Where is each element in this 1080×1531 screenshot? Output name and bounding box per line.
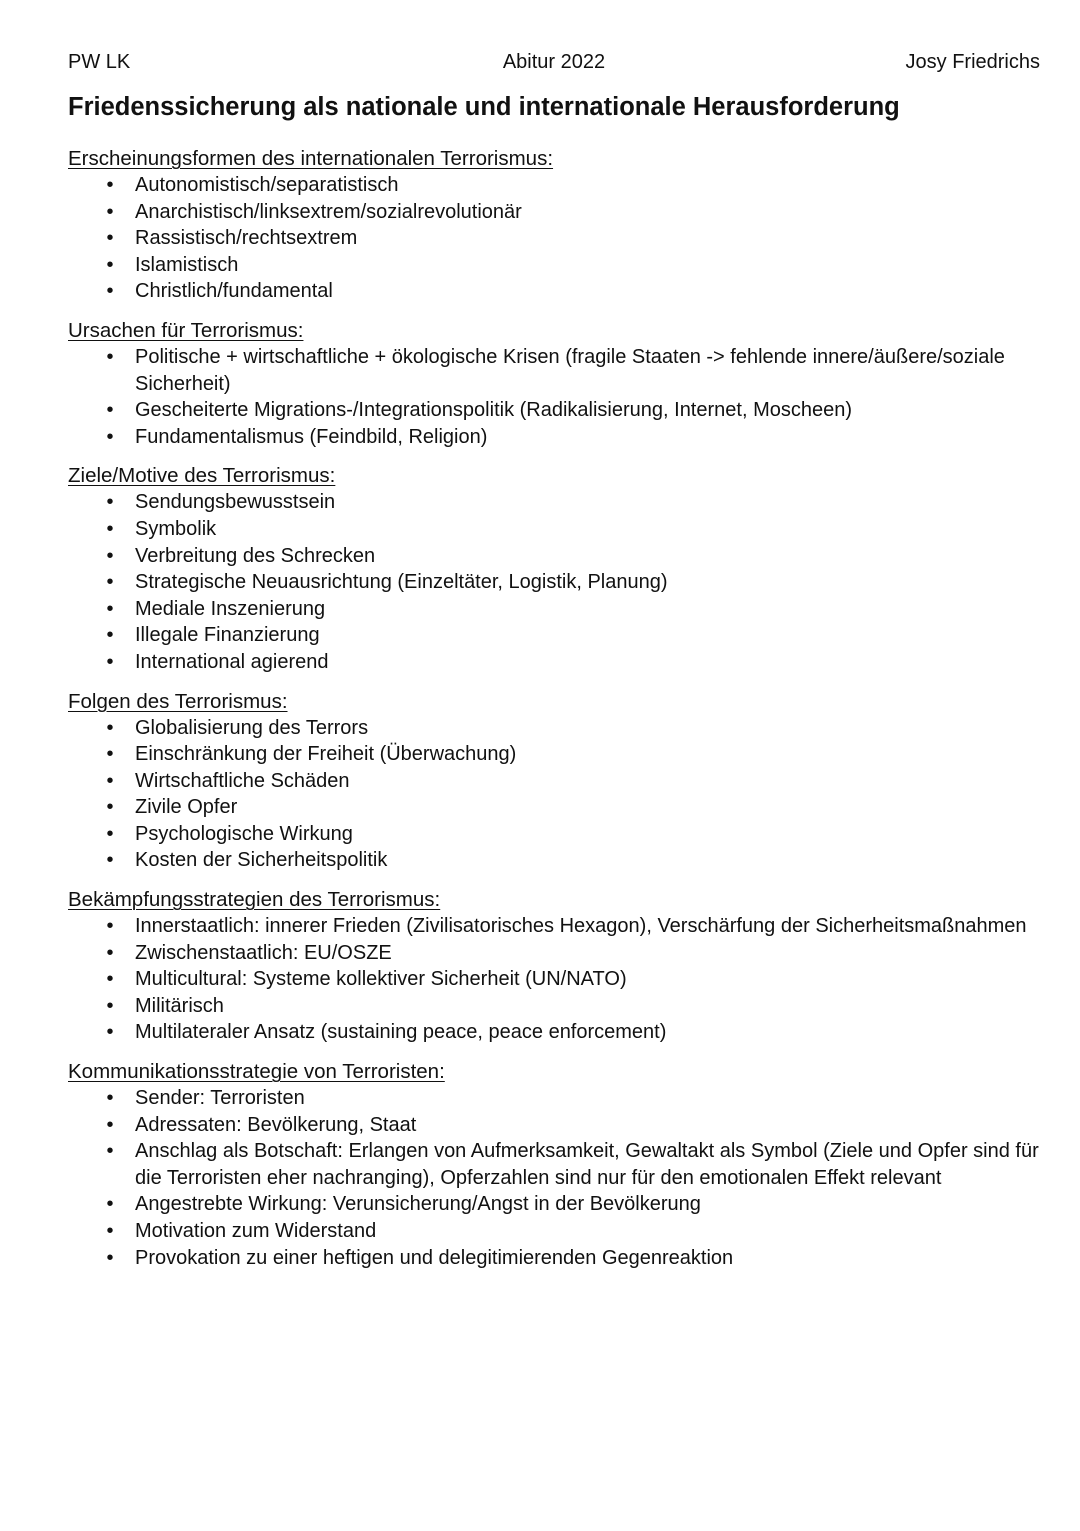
list-item [68, 794, 1040, 821]
section [68, 463, 1040, 675]
bullet-icon: • [106, 1220, 114, 1242]
bullet-icon: • [106, 1246, 114, 1269]
list-item [68, 397, 1040, 424]
list-item-text: Symbolik [135, 517, 217, 540]
bullet-icon: • [106, 253, 114, 276]
section-heading: Ursachen für Terrorismus: [68, 318, 304, 342]
bullet-icon: • [106, 796, 114, 819]
list-item [68, 1019, 1040, 1046]
list-item [68, 225, 1040, 252]
list-item-text: Christlich/fundamental [135, 280, 333, 303]
list-item [68, 741, 1040, 768]
bullet-icon: • [106, 1113, 114, 1136]
list-item-text: Autonomistisch/separatistisch [135, 174, 399, 196]
list-item-text: Einschränkung der Freiheit (Überwachung) [135, 743, 517, 766]
section [68, 689, 1040, 875]
bullet-icon: • [106, 571, 114, 594]
section [68, 318, 1040, 450]
bullet-icon: • [106, 968, 114, 991]
list-item [68, 344, 1040, 397]
bullet-list [68, 489, 1040, 675]
section-heading: Ziele/Motive des Terrorismus: [68, 464, 336, 488]
document-title: Friedenssicherung als nationale und internationale Herausforderung [68, 93, 900, 121]
bullet-list [68, 344, 1040, 450]
bullet-icon: • [106, 849, 114, 872]
bullet-icon: • [106, 1021, 114, 1044]
list-item [68, 569, 1040, 596]
bullet-icon: • [106, 174, 114, 196]
list-item-text: Militärisch [135, 994, 224, 1017]
section-heading: Bekämpfungsstrategien des Terrorismus: [68, 888, 441, 912]
list-item [68, 966, 1040, 993]
bullet-icon: • [106, 1193, 114, 1216]
bullet-icon: • [106, 280, 114, 303]
header-exam: Abitur 2022 [502, 51, 606, 73]
bullet-icon: • [106, 1140, 114, 1163]
list-item-text: Angestrebte Wirkung: Verunsicherung/Angst in der Bevölkerung [135, 1193, 701, 1216]
bullet-icon: • [106, 227, 114, 250]
list-item [68, 1112, 1040, 1139]
list-item [68, 1245, 1040, 1272]
list-item-text: International agierend [135, 650, 329, 673]
list-item-text: Psychologische Wirkung [135, 822, 353, 845]
list-item-text: Illegale Finanzierung [135, 624, 320, 647]
bullet-icon: • [106, 650, 114, 673]
bullet-icon: • [106, 822, 114, 845]
bullet-list [68, 913, 1040, 1046]
bullet-icon: • [106, 1087, 114, 1110]
list-item-text: Zivile Opfer [135, 796, 238, 819]
bullet-icon: • [106, 491, 114, 514]
list-item-text: Strategische Neuausrichtung (Einzeltäter, Logistik, Planung) [135, 571, 668, 594]
section-heading: Erscheinungsformen des internationalen Terrorismus: [68, 147, 554, 170]
list-item-text: Gescheiterte Migrations-/Integrationspolitik (Radikalisierung, Internet, Moscheen) [135, 399, 853, 422]
bullet-icon: • [106, 517, 114, 540]
list-item [68, 1138, 1040, 1191]
section-heading: Folgen des Terrorismus: [68, 689, 288, 713]
list-item [68, 622, 1040, 649]
list-item-text: Motivation zum Widerstand [135, 1220, 377, 1242]
bullet-icon: • [106, 941, 114, 964]
bullet-list [68, 172, 1040, 305]
document-page [68, 50, 1040, 1284]
list-item [68, 278, 1040, 305]
list-item [68, 649, 1040, 676]
list-item-text: Politische + wirtschaftliche + ökologische Krisen (fragile Staaten -> fehlende innere/äußere/soziale Sicherheit) [135, 345, 1005, 395]
list-item [68, 172, 1040, 199]
list-item [68, 543, 1040, 570]
list-item [68, 768, 1040, 795]
list-item [68, 821, 1040, 848]
list-item-text: Adressaten: Bevölkerung, Staat [135, 1113, 417, 1136]
list-item-text: Anarchistisch/linksextrem/sozialrevolutionär [135, 200, 522, 223]
list-item-text: Provokation zu einer heftigen und delegitimierenden Gegenreaktion [135, 1246, 734, 1269]
list-item [68, 847, 1040, 874]
sections-container [68, 146, 1040, 1271]
list-item-text: Globalisierung des Terrors [135, 716, 369, 739]
bullet-icon: • [106, 200, 114, 223]
bullet-list [68, 715, 1040, 875]
list-item-text: Mediale Inszenierung [135, 597, 326, 620]
section [68, 887, 1040, 1046]
list-item-text: Rassistisch/rechtsextrem [135, 227, 358, 250]
list-item [68, 1218, 1040, 1245]
bullet-icon: • [106, 544, 114, 567]
page-header [68, 50, 1040, 74]
list-item-text: Kosten der Sicherheitspolitik [135, 849, 388, 872]
list-item-text: Verbreitung des Schrecken [135, 544, 376, 567]
section [68, 146, 1040, 305]
header-author: Josy Friedrichs [905, 51, 1040, 73]
list-item-text: Zwischenstaatlich: EU/OSZE [135, 941, 392, 964]
section-heading: Kommunikationsstrategie von Terroristen: [68, 1060, 445, 1084]
list-item [68, 199, 1040, 226]
list-item-text: Wirtschaftliche Schäden [135, 769, 350, 792]
bullet-icon: • [106, 716, 114, 739]
list-item-text: Fundamentalismus (Feindbild, Religion) [135, 425, 488, 448]
list-item [68, 489, 1040, 516]
section [68, 1059, 1040, 1271]
list-item [68, 424, 1040, 451]
list-item [68, 596, 1040, 623]
bullet-icon: • [106, 597, 114, 620]
list-item [68, 993, 1040, 1020]
list-item [68, 913, 1040, 940]
list-item-text: Sender: Terroristen [135, 1087, 305, 1110]
list-item-text: Islamistisch [135, 253, 239, 276]
list-item-text: Innerstaatlich: innerer Frieden (Zivilisatorisches Hexagon), Verschärfung der Sicherheitsmaßnahmen [135, 915, 1027, 938]
bullet-icon: • [106, 624, 114, 647]
bullet-icon: • [106, 743, 114, 766]
list-item [68, 940, 1040, 967]
list-item [68, 252, 1040, 279]
list-item [68, 1191, 1040, 1218]
list-item [68, 715, 1040, 742]
list-item [68, 516, 1040, 543]
list-item-text: Multilateraler Ansatz (sustaining peace, peace enforcement) [135, 1021, 667, 1044]
list-item-text: Multicultural: Systeme kollektiver Sicherheit (UN/NATO) [135, 968, 627, 991]
bullet-icon: • [106, 425, 114, 448]
bullet-icon: • [106, 345, 114, 368]
bullet-list [68, 1085, 1040, 1271]
header-course: PW LK [68, 51, 131, 73]
bullet-icon: • [106, 994, 114, 1017]
list-item-text: Sendungsbewusstsein [135, 491, 336, 514]
list-item-text: Anschlag als Botschaft: Erlangen von Aufmerksamkeit, Gewaltakt als Symbol (Ziele und Opfer sind für die Terroristen eher nachranging), Opferzahlen sind nur für den emotionalen Effekt relevant [135, 1140, 1039, 1189]
bullet-icon: • [106, 769, 114, 792]
bullet-icon: • [106, 399, 114, 422]
bullet-icon: • [106, 915, 114, 938]
list-item [68, 1085, 1040, 1112]
